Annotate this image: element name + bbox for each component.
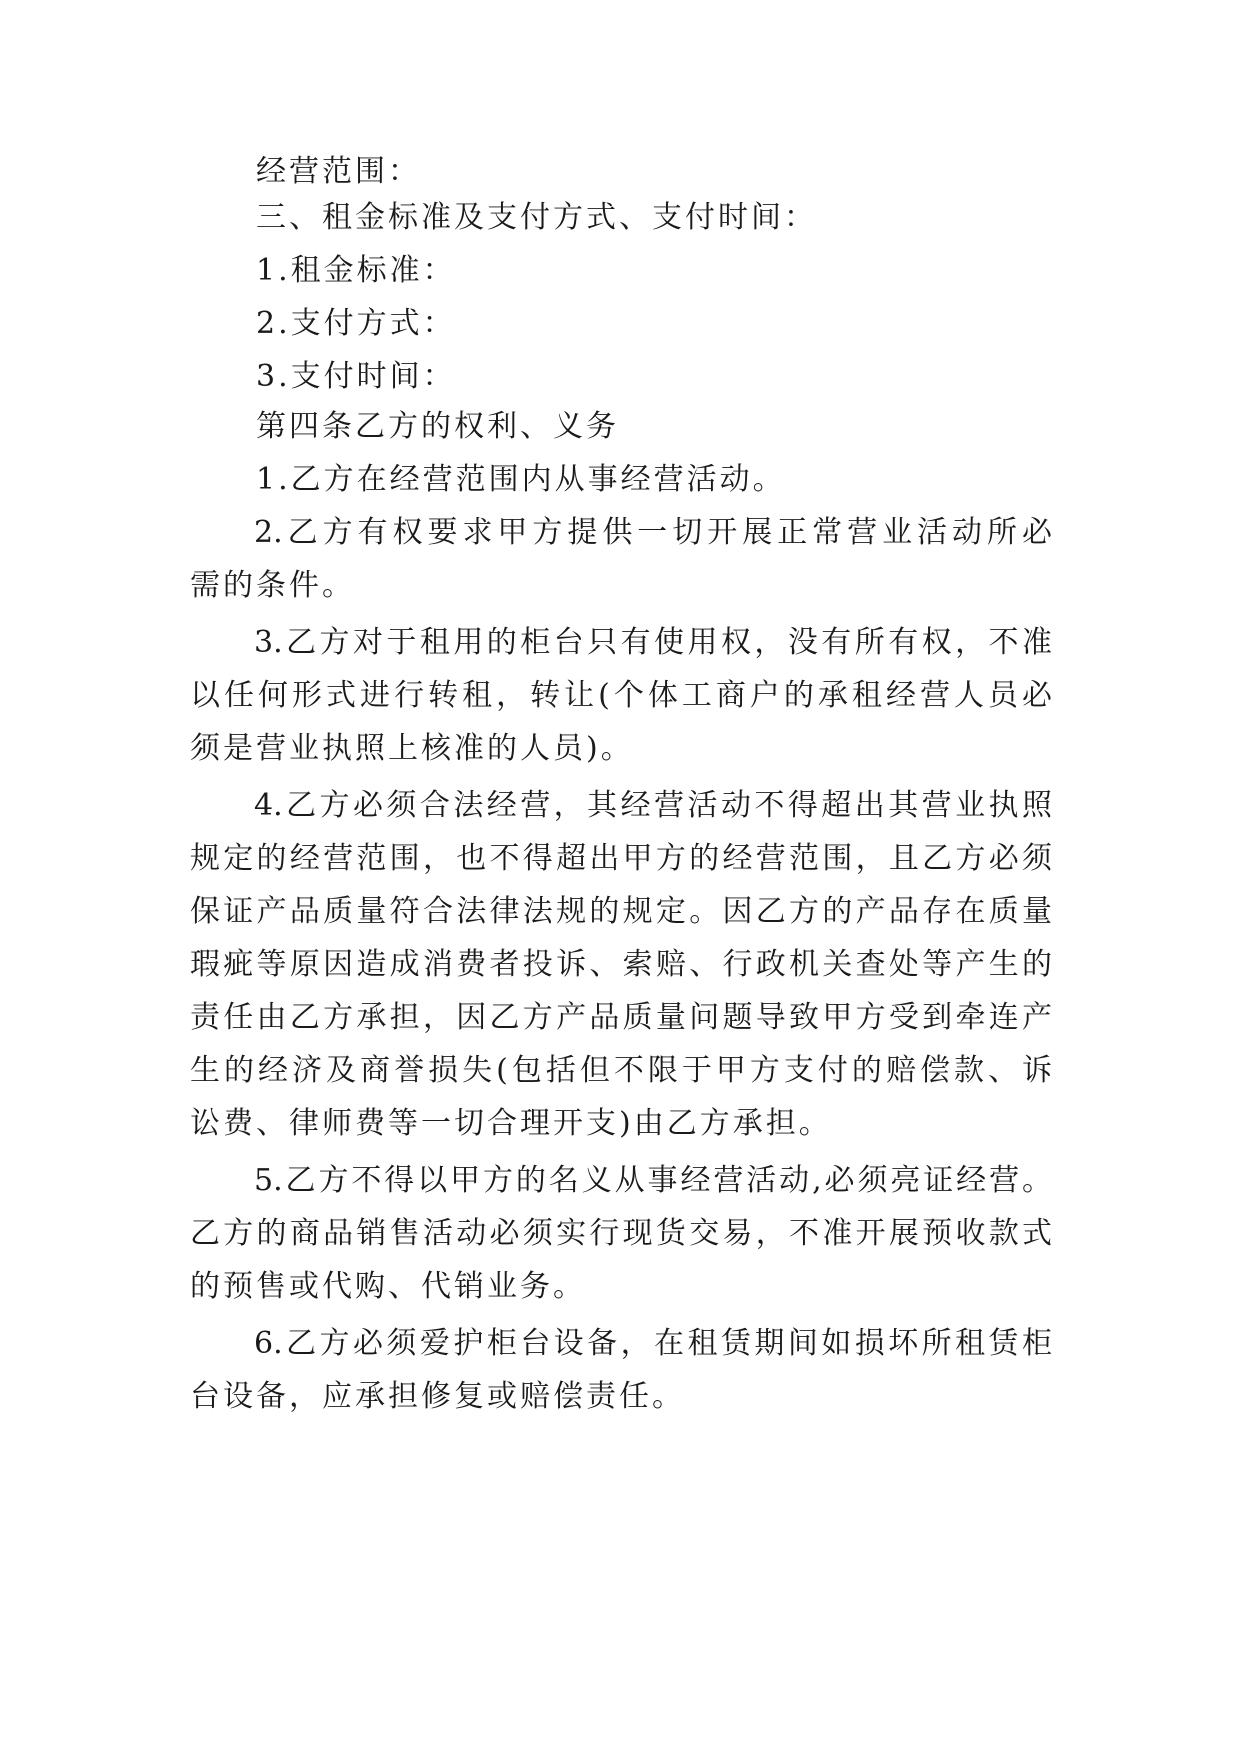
- clause-6-line-2: 台设备，应承担修复或赔偿责任。: [190, 1379, 685, 1414]
- clause-3-line-3: 须是营业执照上核准的人员)。: [190, 731, 634, 766]
- clause-2-line-1: 2.乙方有权要求甲方提供一切开展正常营业活动所必: [254, 515, 1052, 550]
- clause-2-line-2: 需的条件。: [190, 568, 355, 603]
- heading-rent-payment: 三、租金标准及支付方式、支付时间：: [256, 200, 817, 235]
- clause-5-line-2: 乙方的商品销售活动必须实行现货交易，不准开展预收款式: [190, 1216, 1052, 1251]
- clause-4-line-4: 瑕疵等原因造成消费者投诉、索赔、行政机关查处等产生的: [190, 947, 1052, 982]
- text-rent-standard: 1.租金标准：: [256, 253, 456, 288]
- clause-3-line-1: 3.乙方对于租用的柜台只有使用权，没有所有权，不准: [254, 625, 1052, 660]
- text-payment-method: 2.支付方式：: [256, 306, 456, 341]
- clause-4-line-5: 责任由乙方承担，因乙方产品质量问题导致甲方受到牵连产: [190, 1000, 1052, 1035]
- text-payment-time: 3.支付时间：: [256, 359, 456, 394]
- clause-4-line-7: 讼费、律师费等一切合理开支)由乙方承担。: [190, 1106, 832, 1141]
- clause-3-line-2: 以任何形式进行转租，转让(个体工商户的承租经营人员必: [190, 678, 1052, 713]
- clause-4-line-2: 规定的经营范围，也不得超出甲方的经营范围，且乙方必须: [190, 841, 1052, 876]
- clause-5-line-3: 的预售或代购、代销业务。: [190, 1269, 586, 1304]
- clause-4-line-6: 生的经济及商誉损失(包括但不限于甲方支付的赔偿款、诉: [190, 1053, 1052, 1088]
- clause-5-line-1: 5.乙方不得以甲方的名义从事经营活动,必须亮证经营。: [254, 1163, 1052, 1198]
- heading-article-four: 第四条乙方的权利、义务: [256, 409, 619, 444]
- clause-1-line-1: 1.乙方在经营范围内从事经营活动。: [256, 462, 786, 497]
- clause-4-line-3: 保证产品质量符合法律法规的规定。因乙方的产品存在质量: [190, 894, 1052, 929]
- clause-6-line-1: 6.乙方必须爱护柜台设备，在租赁期间如损坏所租赁柜: [254, 1326, 1052, 1361]
- text-business-scope: 经营范围：: [256, 154, 421, 189]
- clause-4-line-1: 4.乙方必须合法经营，其经营活动不得超出其营业执照: [254, 788, 1052, 823]
